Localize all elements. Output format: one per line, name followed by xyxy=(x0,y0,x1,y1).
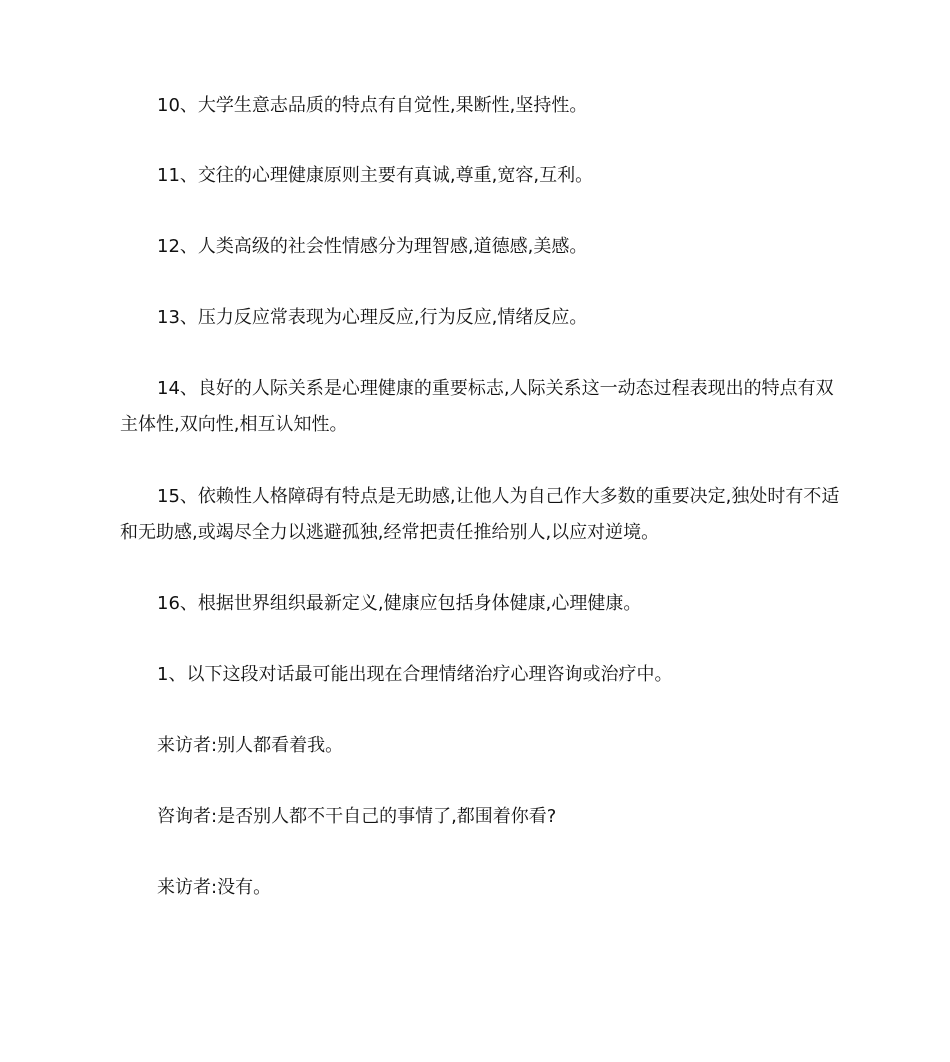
dialogue-line-visitor-2: 来访者:没有。 xyxy=(157,877,272,898)
paragraph-question-1: 1、以下这段对话最可能出现在合理情绪治疗心理咨询或治疗中。 xyxy=(157,664,673,685)
dialogue-line-visitor-1: 来访者:别人都看着我。 xyxy=(157,735,344,756)
dialogue-line-counselor-1: 咨询者:是否别人都不干自己的事情了,都围着你看? xyxy=(157,806,557,827)
paragraph-item-13: 13、压力反应常表现为心理反应,行为反应,情绪反应。 xyxy=(157,307,588,328)
paragraph-item-14: 14、良好的人际关系是心理健康的重要标志,人际关系这一动态过程表现出的特点有双主体性,双向性,相互认知性。 xyxy=(120,378,834,435)
paragraph-item-12: 12、人类高级的社会性情感分为理智感,道德感,美感。 xyxy=(157,236,588,257)
paragraph-item-16: 16、根据世界组织最新定义,健康应包括身体健康,心理健康。 xyxy=(157,593,642,614)
paragraph-item-11: 11、交往的心理健康原则主要有真诚,尊重,宽容,互利。 xyxy=(157,165,594,186)
paragraph-item-10: 10、大学生意志品质的特点有自觉性,果断性,坚持性。 xyxy=(157,95,588,116)
paragraph-item-15: 15、依赖性人格障碍有特点是无助感,让他人为自己作大多数的重要决定,独处时有不适和无助感,或竭尽全力以逃避孤独,经常把责任推给别人,以应对逆境。 xyxy=(120,486,840,543)
